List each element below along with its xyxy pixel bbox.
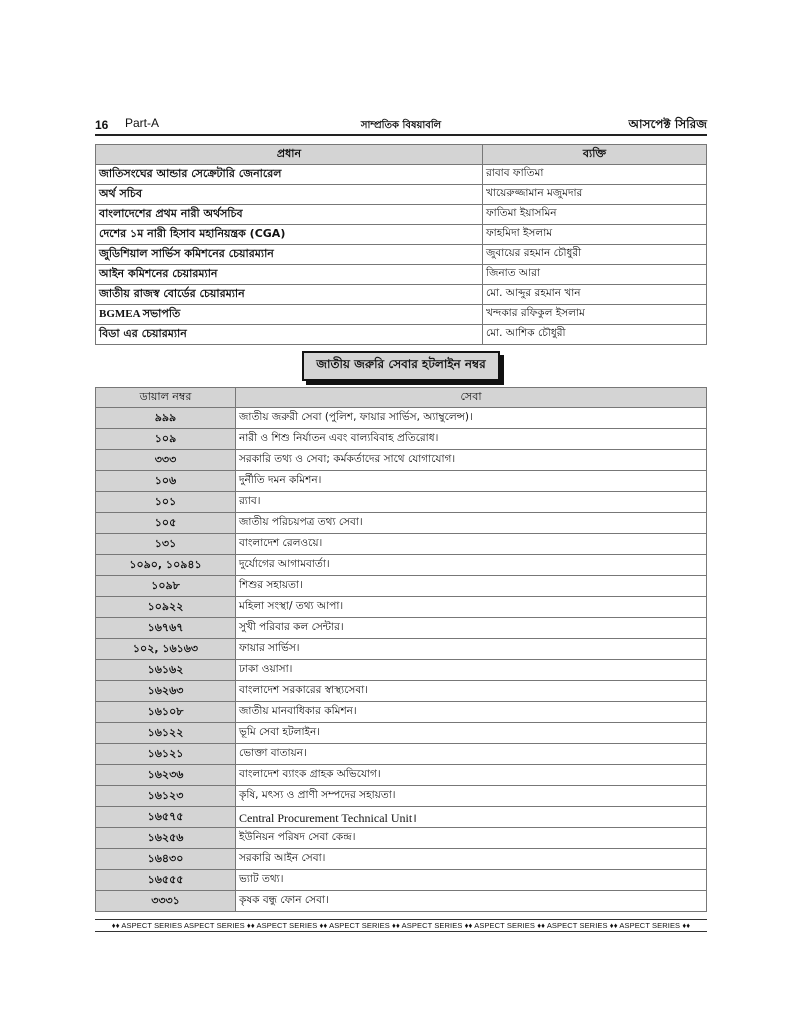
table-row — [96, 429, 707, 450]
service-cell: সরকারি আইন সেবা। — [236, 849, 707, 870]
dial-number-cell: ১৬১২৩ — [96, 786, 236, 807]
dial-number-cell: ১৬২৬৩ — [96, 681, 236, 702]
table-row — [96, 681, 707, 702]
column-header-service: সেবা — [236, 388, 707, 408]
service-cell: ঢাকা ওয়াসা। — [236, 660, 707, 681]
table-row — [96, 245, 707, 265]
dial-number-cell: ১৬১০৮ — [96, 702, 236, 723]
service-cell: বাংলাদেশ রেলওয়ে। — [236, 534, 707, 555]
table-row — [96, 765, 707, 786]
dial-number-cell: ১০১ — [96, 492, 236, 513]
service-cell: জাতীয় পরিচয়পত্র তথ্য সেবা। — [236, 513, 707, 534]
series-title: আসপেক্ট সিরিজ — [628, 117, 707, 131]
dial-number-cell: ১৬২৩৬ — [96, 765, 236, 786]
table-row — [96, 492, 707, 513]
officials-table — [95, 144, 707, 345]
service-cell: ইউনিয়ন পরিষদ সেবা কেন্দ্র। — [236, 828, 707, 849]
table-row — [96, 639, 707, 660]
page — [95, 116, 707, 932]
person-cell: ফাহমিদা ইসলাম — [483, 225, 707, 245]
post-cell: জাতিসংঘের আন্ডার সেক্রেটারি জেনারেল — [96, 165, 483, 185]
table-row — [96, 325, 707, 345]
table-row — [96, 702, 707, 723]
service-cell: নারী ও শিশু নির্যাতন এবং বাল্যবিবাহ প্রতিরোধ। — [236, 429, 707, 450]
dial-number-cell: ১৬১২২ — [96, 723, 236, 744]
table-row — [96, 744, 707, 765]
table-row — [96, 225, 707, 245]
dial-number-cell: ১৬২৫৬ — [96, 828, 236, 849]
post-cell: দেশের ১ম নারী হিসাব মহানিয়ন্ত্রক (CGA) — [96, 225, 483, 245]
post-cell: জুডিশিয়াল সার্ভিস কমিশনের চেয়ারম্যান — [96, 245, 483, 265]
table-row — [96, 305, 707, 325]
subject-title: সাম্প্রতিক বিষয়াবলি — [360, 120, 442, 131]
person-cell: জুবায়ের রহমান চৌধুরী — [483, 245, 707, 265]
service-cell: শিশুর সহায়তা। — [236, 576, 707, 597]
dial-number-cell: ১৬৫৭৫ — [96, 807, 236, 828]
service-cell: ভূমি সেবা হটলাইন। — [236, 723, 707, 744]
dial-number-cell: ৩৩৩১ — [96, 891, 236, 912]
dial-number-cell: ১০৯ — [96, 429, 236, 450]
post-cell: অর্থ সচিব — [96, 185, 483, 205]
post-cell: আইন কমিশনের চেয়ারম্যান — [96, 265, 483, 285]
service-cell: কৃষি, মৎস্য ও প্রাণী সম্পদের সহায়তা। — [236, 786, 707, 807]
dial-number-cell: ১০৯৮ — [96, 576, 236, 597]
dial-number-cell: ১০৯০, ১০৯৪১ — [96, 555, 236, 576]
service-cell: দুর্যোগের আগামবার্তা। — [236, 555, 707, 576]
service-cell: সরকারি তথ্য ও সেবা; কর্মকর্তাদের সাথে যোগাযোগ। — [236, 450, 707, 471]
table-header-row — [96, 388, 707, 408]
person-cell: জিনাত আরা — [483, 265, 707, 285]
dial-number-cell: ১৬১৬২ — [96, 660, 236, 681]
table-row — [96, 534, 707, 555]
section-banner-title: জাতীয় জরুরি সেবার হটলাইন নম্বর — [302, 351, 499, 381]
dial-number-cell: ১৩১ — [96, 534, 236, 555]
table-row — [96, 450, 707, 471]
person-cell: খন্দকার রফিকুল ইসলাম — [483, 305, 707, 325]
dial-number-cell: ১৬৪৩০ — [96, 849, 236, 870]
dial-number-cell: ১০৬ — [96, 471, 236, 492]
section-banner-wrap — [95, 351, 707, 381]
table-row — [96, 891, 707, 912]
service-cell: মহিলা সংস্থা/ তথ্য আপা। — [236, 597, 707, 618]
table-row — [96, 618, 707, 639]
service-cell: কৃষক বন্ধু ফোন সেবা। — [236, 891, 707, 912]
table-row — [96, 471, 707, 492]
person-cell: ফাতিমা ইয়াসমিন — [483, 205, 707, 225]
service-cell: র‍্যাব। — [236, 492, 707, 513]
running-header — [95, 116, 707, 136]
dial-number-cell: ১৬১২১ — [96, 744, 236, 765]
table-row — [96, 576, 707, 597]
column-header-dial: ডায়াল নম্বর — [96, 388, 236, 408]
table-row — [96, 185, 707, 205]
post-cell: জাতীয় রাজস্ব বোর্ডের চেয়ারম্যান — [96, 285, 483, 305]
service-cell: ভোক্তা বাতায়ন। — [236, 744, 707, 765]
table-row — [96, 265, 707, 285]
dial-number-cell: ১০২, ১৬১৬৩ — [96, 639, 236, 660]
table-row — [96, 285, 707, 305]
service-cell: ভ্যাট তথ্য। — [236, 870, 707, 891]
service-cell: বাংলাদেশ ব্যাংক গ্রাহক অভিযোগ। — [236, 765, 707, 786]
table-row — [96, 660, 707, 681]
table-row — [96, 165, 707, 185]
service-cell: জাতীয় জরুরী সেবা (পুলিশ, ফায়ার সার্ভিস, অ্যাম্বুলেন্স)। — [236, 408, 707, 429]
page-number: 16 — [95, 118, 109, 132]
post-cell: বাংলাদেশের প্রথম নারী অর্থসচিব — [96, 205, 483, 225]
post-cell: বিডা এর চেয়ারম্যান — [96, 325, 483, 345]
table-row — [96, 828, 707, 849]
dial-number-cell: ৯৯৯ — [96, 408, 236, 429]
person-cell: খায়েরুজ্জামান মজুমদার — [483, 185, 707, 205]
table-row — [96, 597, 707, 618]
person-cell: রাবাব ফাতিমা — [483, 165, 707, 185]
table-row — [96, 513, 707, 534]
dial-number-cell: ১০৫ — [96, 513, 236, 534]
column-header-post: প্রধান — [96, 145, 483, 165]
dial-number-cell: ১০৯২২ — [96, 597, 236, 618]
person-cell: মো. আব্দুর রহমান খান — [483, 285, 707, 305]
dial-number-cell: ৩৩৩ — [96, 450, 236, 471]
person-cell: মো. আশিক চৌধুরী — [483, 325, 707, 345]
part-label: Part-A — [125, 116, 160, 130]
footer-band: ♦♦ ASPECT SERIES ASPECT SERIES ♦♦ ASPECT SERIES ♦♦ ASPECT SERIES ♦♦ ASPECT SERIES ♦♦ ASPECT SERIES ♦♦ ASPECT SERIES ♦♦ ASPECT SERIES ♦♦ — [95, 919, 707, 932]
column-header-person: ব্যক্তি — [483, 145, 707, 165]
service-cell: বাংলাদেশ সরকারের স্বাস্থ্যসেবা। — [236, 681, 707, 702]
table-row — [96, 723, 707, 744]
service-cell: ফায়ার সার্ভিস। — [236, 639, 707, 660]
service-cell: দুর্নীতি দমন কমিশন। — [236, 471, 707, 492]
table-row — [96, 807, 707, 828]
table-row — [96, 786, 707, 807]
service-cell: Central Procurement Technical Unit। — [236, 807, 707, 828]
service-cell: সুখী পরিবার কল সেন্টার। — [236, 618, 707, 639]
dial-number-cell: ১৬৭৬৭ — [96, 618, 236, 639]
table-row — [96, 555, 707, 576]
service-cell: জাতীয় মানবাধিকার কমিশন। — [236, 702, 707, 723]
table-row — [96, 849, 707, 870]
post-cell: BGMEA সভাপতি — [96, 305, 483, 325]
table-row — [96, 205, 707, 225]
table-header-row — [96, 145, 707, 165]
table-row — [96, 870, 707, 891]
hotline-table — [95, 387, 707, 912]
table-row — [96, 408, 707, 429]
dial-number-cell: ১৬৫৫৫ — [96, 870, 236, 891]
